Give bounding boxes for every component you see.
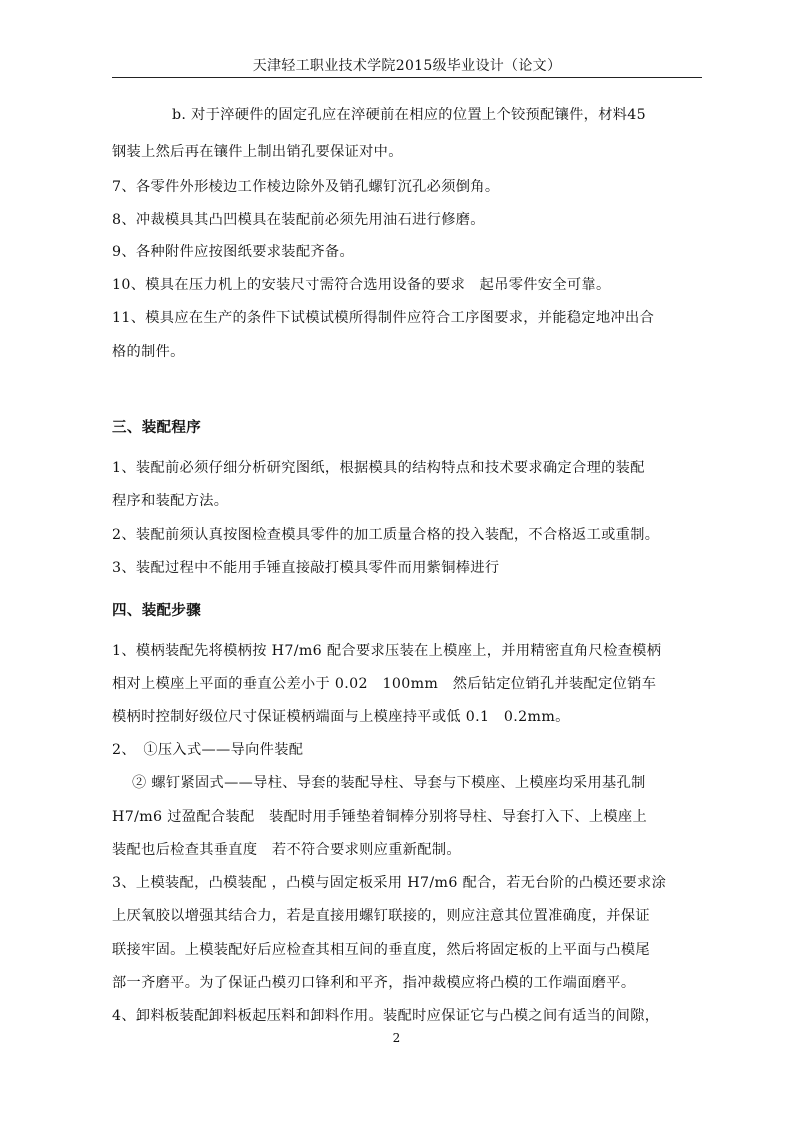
paragraph-line: 3、上模装配，凸模装配 ，凸模与固定板采用 H7/m6 配合，若无台阶的凸模还要求涂 bbox=[112, 875, 667, 891]
paragraph-line: 10、模具在压力机上的安装尺寸需符合选用设备的要求 起吊零件安全可靠。 bbox=[112, 277, 611, 293]
section-heading: 三、装配程序 bbox=[112, 420, 202, 436]
paragraph-line: 格的制件。 bbox=[112, 344, 185, 360]
paragraph-line: 8、冲裁模具其凸凹模具在装配前必须先用油石进行修磨。 bbox=[112, 212, 485, 228]
paragraph-line: 4、卸料板装配卸料板起压料和卸料作用。装配时应保证它与凸模之间有适当的间隙， bbox=[112, 1008, 660, 1024]
paragraph-line: ② 螺钉紧固式——导柱、导套的装配导柱、导套与下模座、上模座均采用基孔制 bbox=[132, 775, 646, 791]
section-heading: 四、装配步骤 bbox=[112, 603, 202, 619]
paragraph-line: 1、模柄装配先将模柄按 H7/m6 配合要求压装在上模座上，并用精密直角尺检查模柄 bbox=[112, 643, 662, 659]
paragraph-line: b. 对于淬硬件的固定孔应在淬硬前在相应的位置上个铰预配镶件，材料45 bbox=[172, 107, 647, 123]
paragraph-line: 相对上模座上平面的垂直公差小于 0.02 100mm 然后钻定位销孔并装配定位销车 bbox=[112, 676, 657, 692]
header-rule bbox=[112, 77, 702, 78]
paragraph-line: 部一齐磨平。为了保证凸模刃口锋利和平齐，指冲裁模应将凸模的工作端面磨平。 bbox=[112, 975, 636, 991]
paragraph-line: 7、各零件外形棱边工作棱边除外及销孔螺钉沉孔必须倒角。 bbox=[112, 179, 500, 195]
paragraph-line: 上厌氧胶以增强其结合力，若是直接用螺钉联接的，则应注意其位置准确度，并保证 bbox=[112, 908, 650, 924]
paragraph-line: 联接牢固。上模装配好后应检查其相互间的垂直度，然后将固定板的上平面与凸模尾 bbox=[112, 942, 650, 958]
page-header-title: 天津轻工职业技术学院2015级毕业设计（论文） bbox=[252, 58, 562, 74]
paragraph-line: 2、装配前须认真按图检查模具零件的加工质量合格的投入装配，不合格返工或重制。 bbox=[112, 527, 660, 543]
paragraph-line: 3、装配过程中不能用手锤直接敲打模具零件而用紫铜棒进行 bbox=[112, 560, 500, 576]
paragraph-line: 9、各种附件应按图纸要求装配齐备。 bbox=[112, 244, 354, 260]
paragraph-line: H7/m6 过盈配合装配 装配时用手锤垫着铜棒分别将导柱、导套打入下、上模座上 bbox=[112, 809, 648, 825]
paragraph-line: 模柄时控制好级位尺寸保证模柄端面与上模座持平或低 0.1 0.2mm。 bbox=[112, 709, 570, 725]
paragraph-line: 钢装上然后再在镶件上制出销孔要保证对中。 bbox=[112, 144, 403, 160]
paragraph-line: 11、模具应在生产的条件下试模试模所得制件应符合工序图要求，并能稳定地冲出合 bbox=[112, 310, 655, 326]
paragraph-line: 2、 ①压入式——导向件装配 bbox=[112, 742, 304, 758]
paragraph-line: 程序和装配方法。 bbox=[112, 493, 229, 509]
paragraph-line: 1、装配前必须仔细分析研究图纸，根据模具的结构特点和技术要求确定合理的装配 bbox=[112, 460, 645, 476]
paragraph-line: 装配也后检查其垂直度 若不符合要求则应重新配制。 bbox=[112, 842, 461, 858]
page-number: 2 bbox=[392, 1031, 401, 1045]
